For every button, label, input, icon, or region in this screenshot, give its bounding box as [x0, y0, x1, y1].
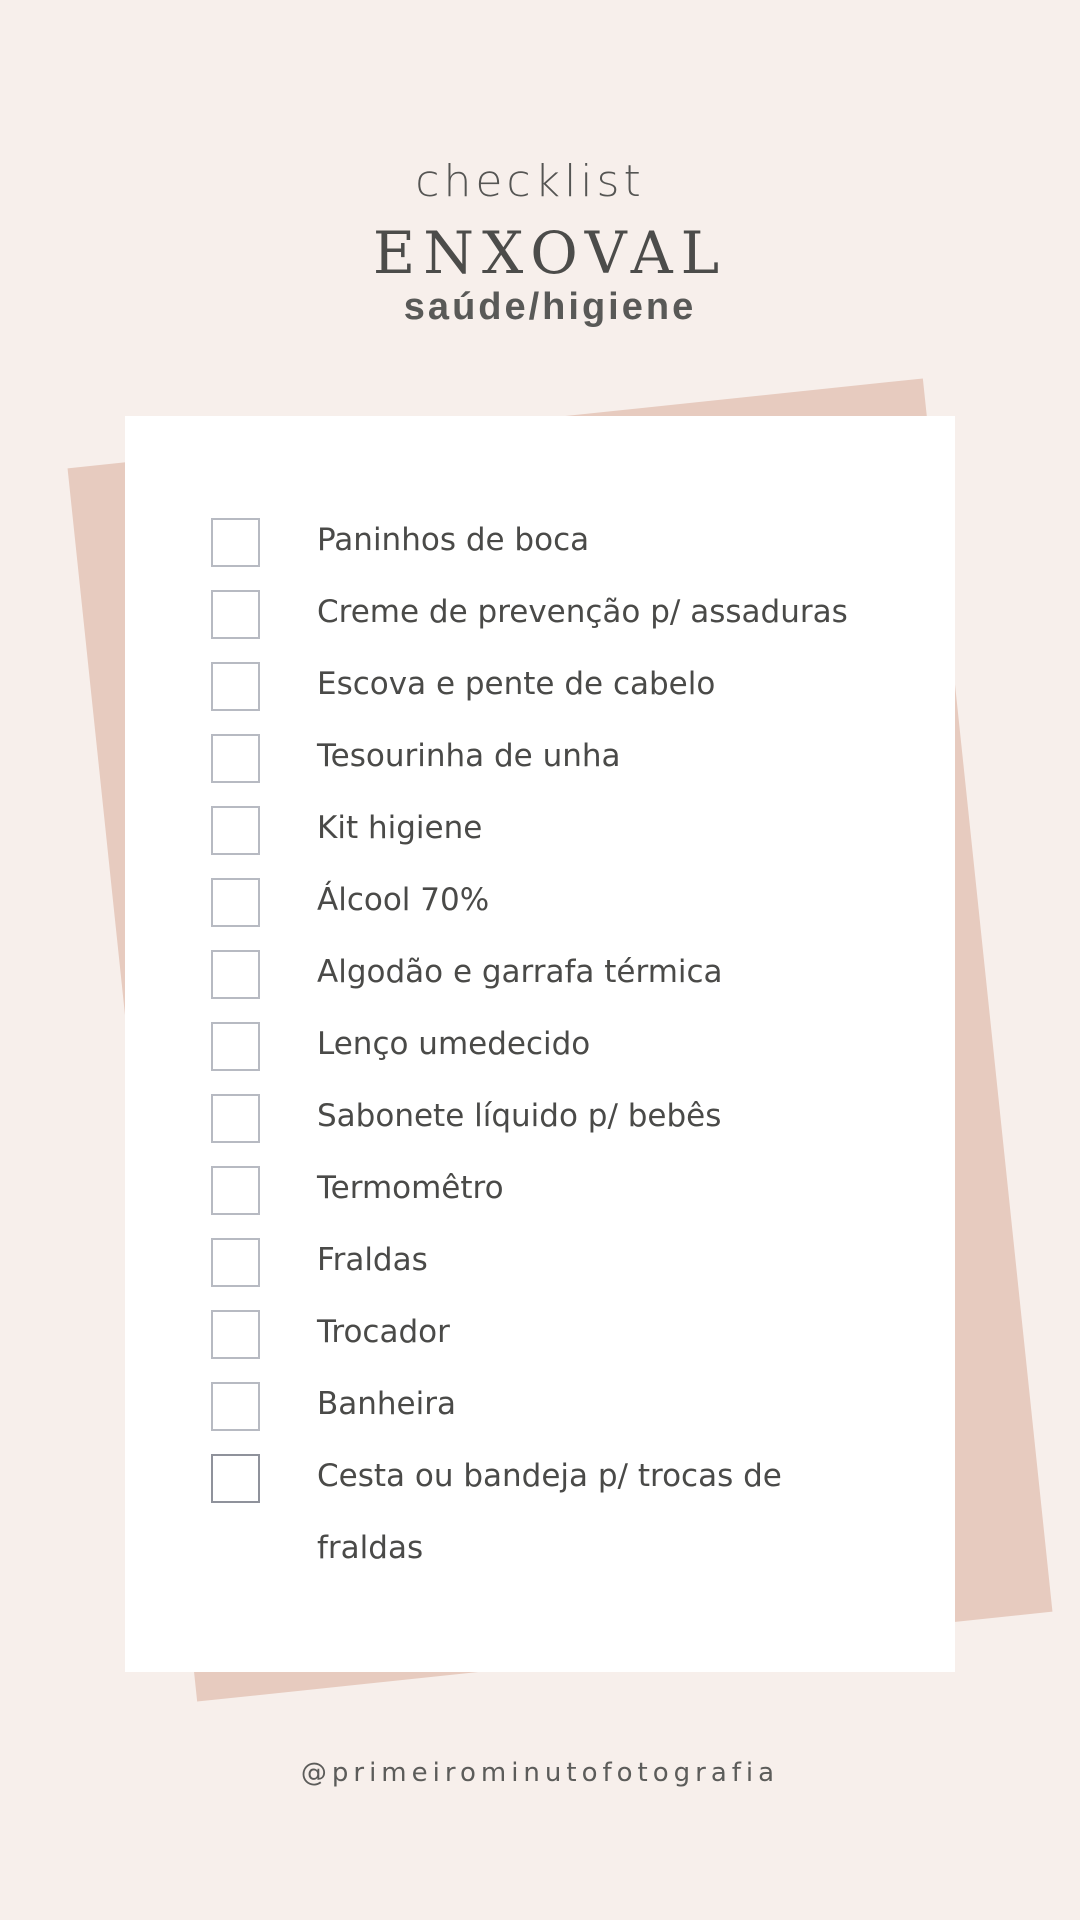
checkbox[interactable] — [211, 950, 260, 999]
checklist-card — [125, 416, 955, 1672]
checklist-item-label: Cesta ou bandeja p/ trocas de fraldas — [317, 1458, 782, 1566]
checklist-item-label: Escova e pente de cabelo — [317, 666, 716, 702]
checklist-item-label: Kit higiene — [317, 810, 483, 846]
checkbox[interactable] — [211, 1310, 260, 1359]
checkbox[interactable] — [211, 1454, 260, 1503]
checkbox[interactable] — [211, 878, 260, 927]
checkbox[interactable] — [211, 806, 260, 855]
checklist-item-label: Termomêtro — [317, 1170, 504, 1206]
checklist-item-label: Trocador — [317, 1314, 450, 1350]
checkbox[interactable] — [211, 1382, 260, 1431]
checklist-item-label: Paninhos de boca — [317, 522, 590, 558]
checklist-item-label: Lenço umedecido — [317, 1026, 591, 1062]
checkbox[interactable] — [211, 518, 260, 567]
checklist-item-label: Banheira — [317, 1386, 456, 1422]
checkbox[interactable] — [211, 1094, 260, 1143]
checklist-item[interactable] — [125, 1454, 955, 1598]
checklist-item-label: Sabonete líquido p/ bebês — [317, 1098, 722, 1134]
checkbox[interactable] — [211, 590, 260, 639]
checklist-item-label: Tesourinha de unha — [317, 738, 621, 774]
checkbox[interactable] — [211, 1022, 260, 1071]
checklist-item-label: Fraldas — [317, 1242, 428, 1278]
checkbox[interactable] — [211, 1166, 260, 1215]
checkbox[interactable] — [211, 1238, 260, 1287]
footer-handle: @primeirominutofotografia — [300, 1758, 780, 1788]
page-subtitle: saúde/higiene — [403, 286, 697, 328]
checkbox[interactable] — [211, 662, 260, 711]
checklist-heading: checklist — [415, 156, 645, 207]
checklist-item-label: Álcool 70% — [317, 882, 490, 918]
checklist-item-label: Algodão e garrafa térmica — [317, 954, 723, 990]
page-title: ENXOVAL — [372, 219, 728, 287]
checkbox[interactable] — [211, 734, 260, 783]
checklist-item-label: Creme de prevenção p/ assaduras — [317, 594, 848, 630]
